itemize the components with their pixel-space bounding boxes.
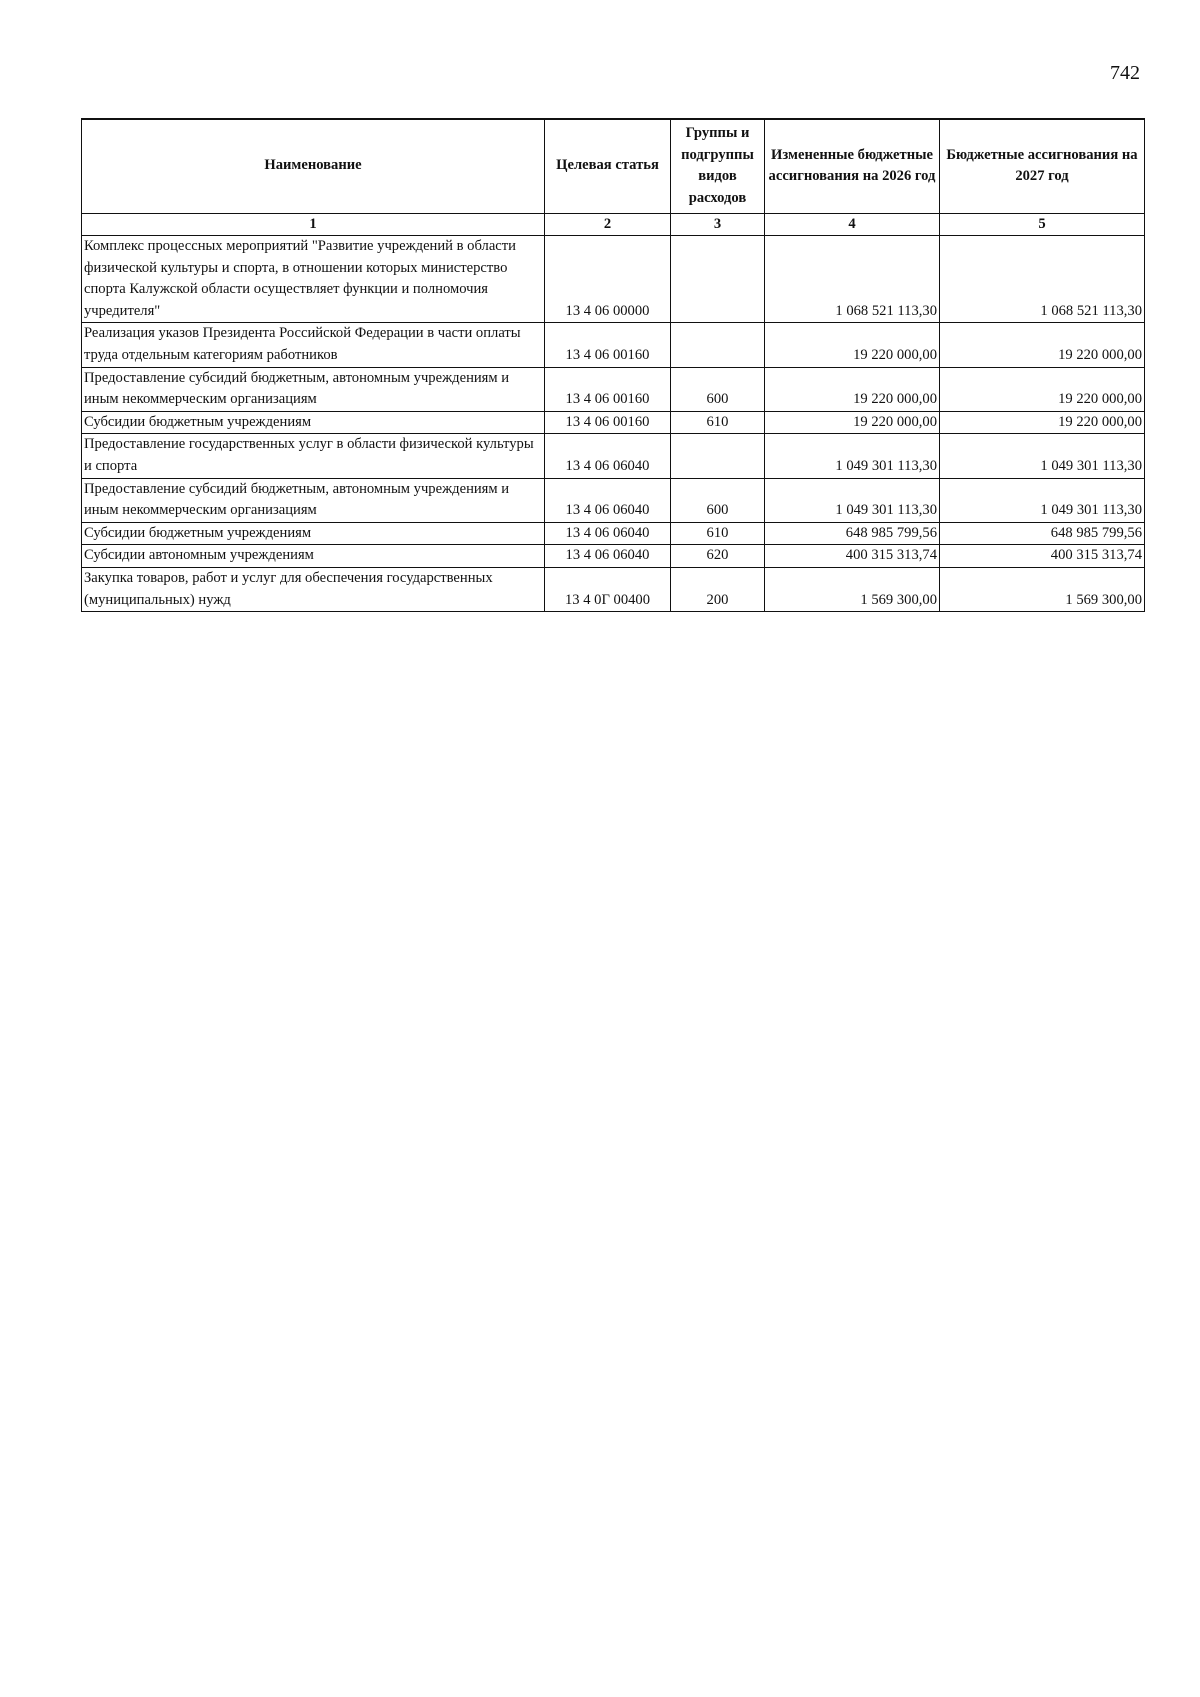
row-name: Предоставление субсидий бюджетным, автономным учреждениям и иным некоммерческим организациям (82, 478, 545, 522)
row-expense-group: 200 (671, 568, 765, 612)
row-expense-group: 600 (671, 367, 765, 411)
row-amount-2027: 1 068 521 113,30 (940, 236, 1145, 323)
row-target-article: 13 4 0Г 00400 (545, 568, 671, 612)
row-amount-2026: 19 220 000,00 (765, 367, 940, 411)
row-target-article: 13 4 06 06040 (545, 478, 671, 522)
row-name: Предоставление государственных услуг в области физической культуры и спорта (82, 434, 545, 478)
header-target-article: Целевая статья (545, 119, 671, 213)
row-target-article: 13 4 06 00000 (545, 236, 671, 323)
row-amount-2026: 648 985 799,56 (765, 522, 940, 545)
table-row (82, 411, 1145, 434)
row-amount-2026: 1 049 301 113,30 (765, 434, 940, 478)
row-name: Закупка товаров, работ и услуг для обеспечения государственных (муниципальных) нужд (82, 568, 545, 612)
page-number: 742 (1110, 62, 1140, 84)
header-name: Наименование (82, 119, 545, 213)
table-row (82, 236, 1145, 323)
row-name: Субсидии автономным учреждениям (82, 545, 545, 568)
row-amount-2027: 400 315 313,74 (940, 545, 1145, 568)
header-amount-2026: Измененные бюджетные ассигнования на 2026 год (765, 119, 940, 213)
row-name: Субсидии бюджетным учреждениям (82, 411, 545, 434)
row-amount-2027: 19 220 000,00 (940, 411, 1145, 434)
row-amount-2027: 1 569 300,00 (940, 568, 1145, 612)
table-row (82, 522, 1145, 545)
row-amount-2026: 1 049 301 113,30 (765, 478, 940, 522)
column-number: 3 (671, 213, 765, 236)
row-target-article: 13 4 06 00160 (545, 323, 671, 367)
row-amount-2026: 1 068 521 113,30 (765, 236, 940, 323)
row-expense-group (671, 236, 765, 323)
table-row (82, 367, 1145, 411)
row-target-article: 13 4 06 06040 (545, 522, 671, 545)
table-row (82, 323, 1145, 367)
row-expense-group: 600 (671, 478, 765, 522)
row-target-article: 13 4 06 00160 (545, 411, 671, 434)
row-amount-2026: 19 220 000,00 (765, 411, 940, 434)
header-amount-2027: Бюджетные ассигнования на 2027 год (940, 119, 1145, 213)
column-number: 5 (940, 213, 1145, 236)
row-target-article: 13 4 06 06040 (545, 545, 671, 568)
row-name: Комплекс процессных мероприятий "Развитие учреждений в области физической культуры и спорта, в отношении которых министерство спорта Калужской области осуществляет функции и полномочия учредителя" (82, 236, 545, 323)
budget-table-body (82, 236, 1145, 612)
row-amount-2027: 19 220 000,00 (940, 323, 1145, 367)
row-amount-2026: 19 220 000,00 (765, 323, 940, 367)
header-expense-groups: Группы и подгруппы видов расходов (671, 119, 765, 213)
row-amount-2027: 1 049 301 113,30 (940, 478, 1145, 522)
row-expense-group: 610 (671, 411, 765, 434)
table-row (82, 434, 1145, 478)
row-expense-group (671, 434, 765, 478)
column-number: 4 (765, 213, 940, 236)
row-amount-2026: 400 315 313,74 (765, 545, 940, 568)
row-expense-group: 620 (671, 545, 765, 568)
row-name: Предоставление субсидий бюджетным, автономным учреждениям и иным некоммерческим организациям (82, 367, 545, 411)
row-target-article: 13 4 06 00160 (545, 367, 671, 411)
column-number: 2 (545, 213, 671, 236)
row-name: Субсидии бюджетным учреждениям (82, 522, 545, 545)
table-row (82, 478, 1145, 522)
budget-table (81, 118, 1145, 612)
row-expense-group (671, 323, 765, 367)
row-amount-2027: 1 049 301 113,30 (940, 434, 1145, 478)
table-row (82, 568, 1145, 612)
column-number: 1 (82, 213, 545, 236)
row-amount-2027: 648 985 799,56 (940, 522, 1145, 545)
row-amount-2027: 19 220 000,00 (940, 367, 1145, 411)
table-row (82, 545, 1145, 568)
row-expense-group: 610 (671, 522, 765, 545)
row-amount-2026: 1 569 300,00 (765, 568, 940, 612)
row-target-article: 13 4 06 06040 (545, 434, 671, 478)
row-name: Реализация указов Президента Российской Федерации в части оплаты труда отдельным категориям работников (82, 323, 545, 367)
